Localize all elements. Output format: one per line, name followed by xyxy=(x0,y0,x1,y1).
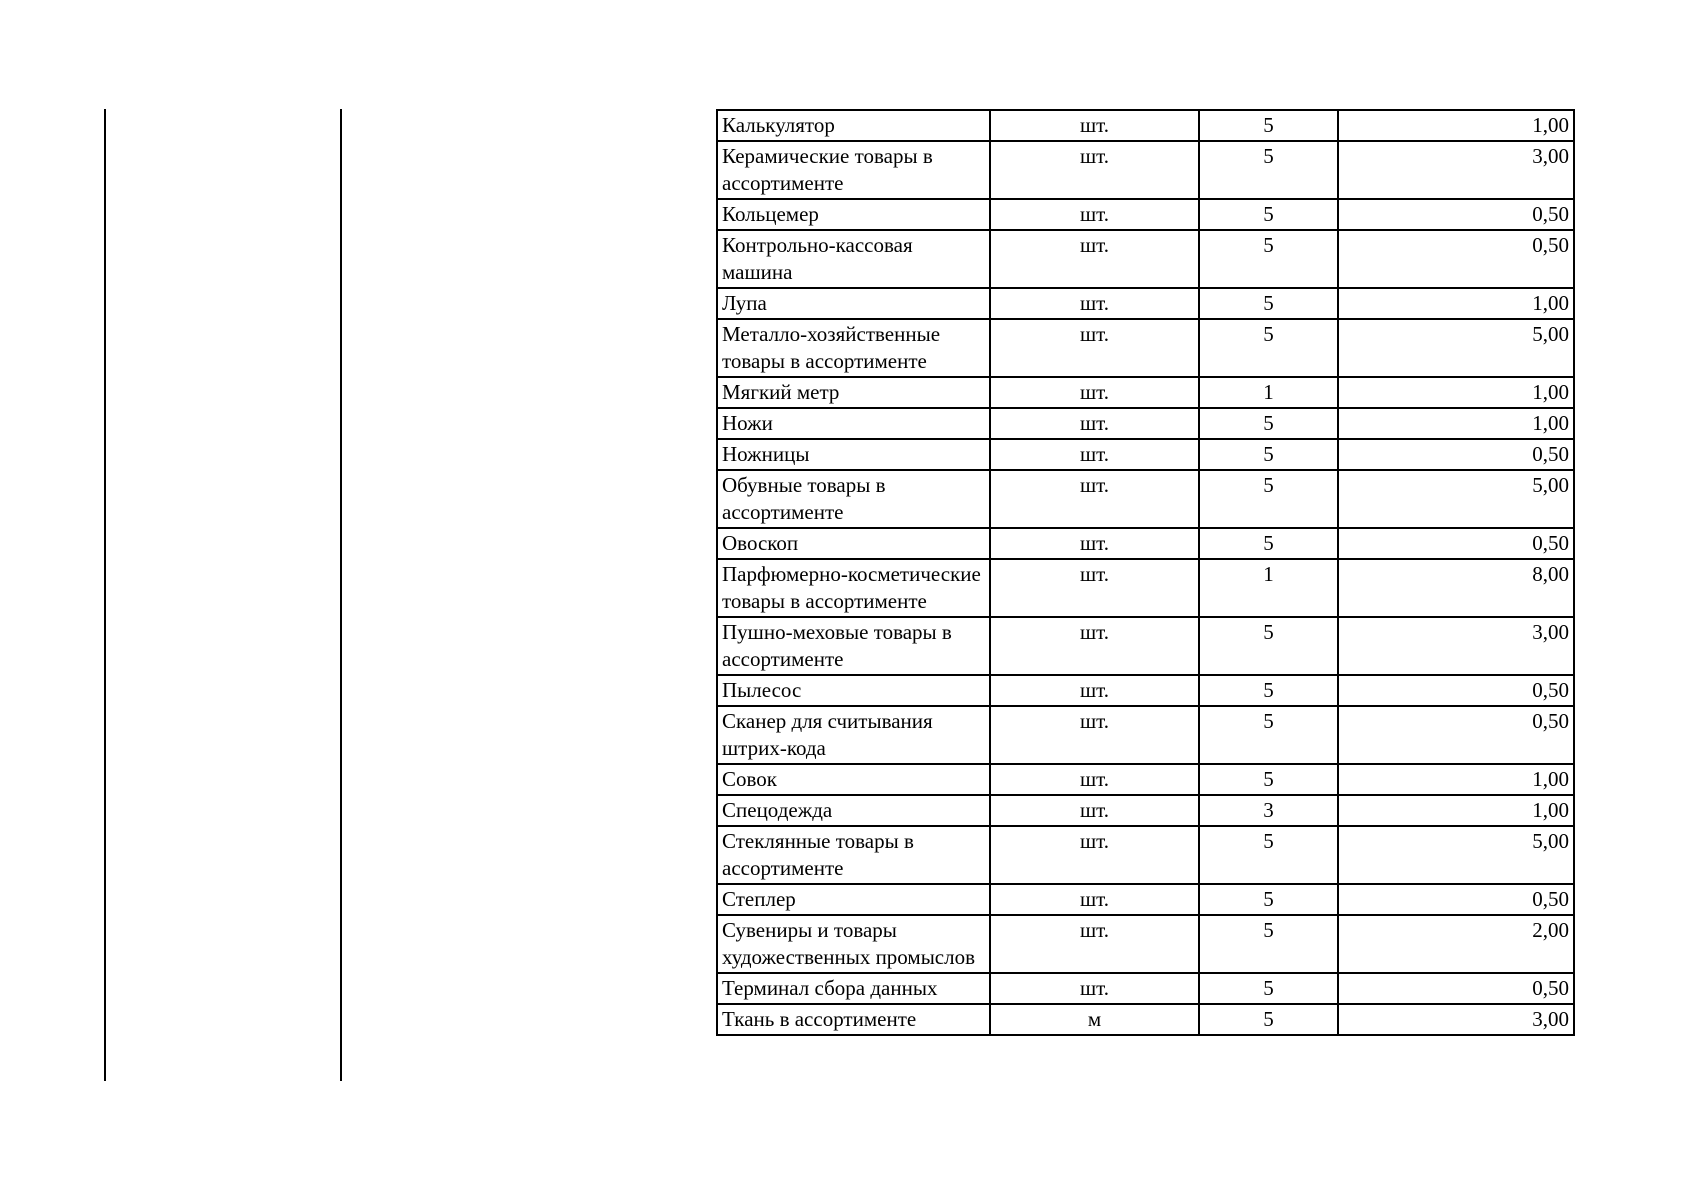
value-cell: 2,00 xyxy=(1338,915,1574,973)
quantity-cell: 5 xyxy=(1199,617,1338,675)
table-row xyxy=(717,826,1574,884)
quantity-cell: 5 xyxy=(1199,288,1338,319)
table-row xyxy=(717,110,1574,141)
value-cell: 1,00 xyxy=(1338,288,1574,319)
goods-table-body xyxy=(717,110,1574,1035)
unit-cell: шт. xyxy=(990,110,1199,141)
item-name-cell: Контрольно-кассовая машина xyxy=(717,230,990,288)
table-row xyxy=(717,795,1574,826)
item-name-cell: Сувениры и товары художественных промыслов xyxy=(717,915,990,973)
quantity-cell: 5 xyxy=(1199,1004,1338,1035)
table-row xyxy=(717,141,1574,199)
value-cell: 0,50 xyxy=(1338,675,1574,706)
value-cell: 0,50 xyxy=(1338,884,1574,915)
item-name-cell: Пушно-меховые товары в ассортименте xyxy=(717,617,990,675)
quantity-cell: 5 xyxy=(1199,319,1338,377)
quantity-cell: 3 xyxy=(1199,795,1338,826)
goods-table xyxy=(716,109,1575,1036)
value-cell: 0,50 xyxy=(1338,199,1574,230)
item-name-cell: Парфюмерно-косметические товары в ассортименте xyxy=(717,559,990,617)
item-name-cell: Ткань в ассортименте xyxy=(717,1004,990,1035)
unit-cell: шт. xyxy=(990,230,1199,288)
table-row xyxy=(717,230,1574,288)
value-cell: 5,00 xyxy=(1338,826,1574,884)
quantity-cell: 5 xyxy=(1199,110,1338,141)
quantity-cell: 5 xyxy=(1199,706,1338,764)
table-row xyxy=(717,1004,1574,1035)
unit-cell: шт. xyxy=(990,199,1199,230)
quantity-cell: 1 xyxy=(1199,377,1338,408)
item-name-cell: Керамические товары в ассортименте xyxy=(717,141,990,199)
item-name-cell: Совок xyxy=(717,764,990,795)
quantity-cell: 5 xyxy=(1199,439,1338,470)
table-row xyxy=(717,973,1574,1004)
item-name-cell: Калькулятор xyxy=(717,110,990,141)
left-column-border xyxy=(104,109,106,1081)
item-name-cell: Овоскоп xyxy=(717,528,990,559)
unit-cell: шт. xyxy=(990,915,1199,973)
table-row xyxy=(717,915,1574,973)
table-row xyxy=(717,617,1574,675)
unit-cell: шт. xyxy=(990,973,1199,1004)
item-name-cell: Стеклянные товары в ассортименте xyxy=(717,826,990,884)
table-row xyxy=(717,408,1574,439)
quantity-cell: 5 xyxy=(1199,199,1338,230)
quantity-cell: 5 xyxy=(1199,141,1338,199)
unit-cell: шт. xyxy=(990,764,1199,795)
table-row xyxy=(717,528,1574,559)
unit-cell: м xyxy=(990,1004,1199,1035)
value-cell: 5,00 xyxy=(1338,470,1574,528)
quantity-cell: 5 xyxy=(1199,764,1338,795)
table-row xyxy=(717,199,1574,230)
item-name-cell: Металло-хозяйственные товары в ассортименте xyxy=(717,319,990,377)
item-name-cell: Степлер xyxy=(717,884,990,915)
quantity-cell: 5 xyxy=(1199,528,1338,559)
table-row xyxy=(717,559,1574,617)
quantity-cell: 5 xyxy=(1199,470,1338,528)
item-name-cell: Пылесос xyxy=(717,675,990,706)
quantity-cell: 5 xyxy=(1199,884,1338,915)
table-row xyxy=(717,288,1574,319)
unit-cell: шт. xyxy=(990,706,1199,764)
unit-cell: шт. xyxy=(990,377,1199,408)
table-row xyxy=(717,675,1574,706)
unit-cell: шт. xyxy=(990,617,1199,675)
item-name-cell: Спецодежда xyxy=(717,795,990,826)
value-cell: 3,00 xyxy=(1338,617,1574,675)
quantity-cell: 5 xyxy=(1199,675,1338,706)
unit-cell: шт. xyxy=(990,795,1199,826)
quantity-cell: 5 xyxy=(1199,408,1338,439)
item-name-cell: Сканер для считывания штрих-кода xyxy=(717,706,990,764)
unit-cell: шт. xyxy=(990,826,1199,884)
value-cell: 0,50 xyxy=(1338,230,1574,288)
table-row xyxy=(717,470,1574,528)
table-row xyxy=(717,764,1574,795)
table-row xyxy=(717,319,1574,377)
table-row xyxy=(717,706,1574,764)
unit-cell: шт. xyxy=(990,408,1199,439)
quantity-cell: 1 xyxy=(1199,559,1338,617)
value-cell: 0,50 xyxy=(1338,973,1574,1004)
quantity-cell: 5 xyxy=(1199,915,1338,973)
value-cell: 5,00 xyxy=(1338,319,1574,377)
item-name-cell: Ножи xyxy=(717,408,990,439)
value-cell: 1,00 xyxy=(1338,377,1574,408)
table-row xyxy=(717,884,1574,915)
value-cell: 3,00 xyxy=(1338,1004,1574,1035)
item-name-cell: Ножницы xyxy=(717,439,990,470)
item-name-cell: Терминал сбора данных xyxy=(717,973,990,1004)
quantity-cell: 5 xyxy=(1199,230,1338,288)
unit-cell: шт. xyxy=(990,528,1199,559)
table-row xyxy=(717,439,1574,470)
value-cell: 1,00 xyxy=(1338,110,1574,141)
unit-cell: шт. xyxy=(990,141,1199,199)
item-name-cell: Лупа xyxy=(717,288,990,319)
value-cell: 8,00 xyxy=(1338,559,1574,617)
quantity-cell: 5 xyxy=(1199,973,1338,1004)
value-cell: 1,00 xyxy=(1338,408,1574,439)
value-cell: 1,00 xyxy=(1338,795,1574,826)
unit-cell: шт. xyxy=(990,470,1199,528)
unit-cell: шт. xyxy=(990,884,1199,915)
value-cell: 0,50 xyxy=(1338,528,1574,559)
unit-cell: шт. xyxy=(990,675,1199,706)
table-row xyxy=(717,377,1574,408)
value-cell: 0,50 xyxy=(1338,439,1574,470)
unit-cell: шт. xyxy=(990,288,1199,319)
unit-cell: шт. xyxy=(990,319,1199,377)
unit-cell: шт. xyxy=(990,439,1199,470)
value-cell: 3,00 xyxy=(1338,141,1574,199)
item-name-cell: Мягкий метр xyxy=(717,377,990,408)
value-cell: 0,50 xyxy=(1338,706,1574,764)
item-name-cell: Кольцемер xyxy=(717,199,990,230)
unit-cell: шт. xyxy=(990,559,1199,617)
quantity-cell: 5 xyxy=(1199,826,1338,884)
middle-column-border xyxy=(340,109,342,1081)
item-name-cell: Обувные товары в ассортименте xyxy=(717,470,990,528)
value-cell: 1,00 xyxy=(1338,764,1574,795)
